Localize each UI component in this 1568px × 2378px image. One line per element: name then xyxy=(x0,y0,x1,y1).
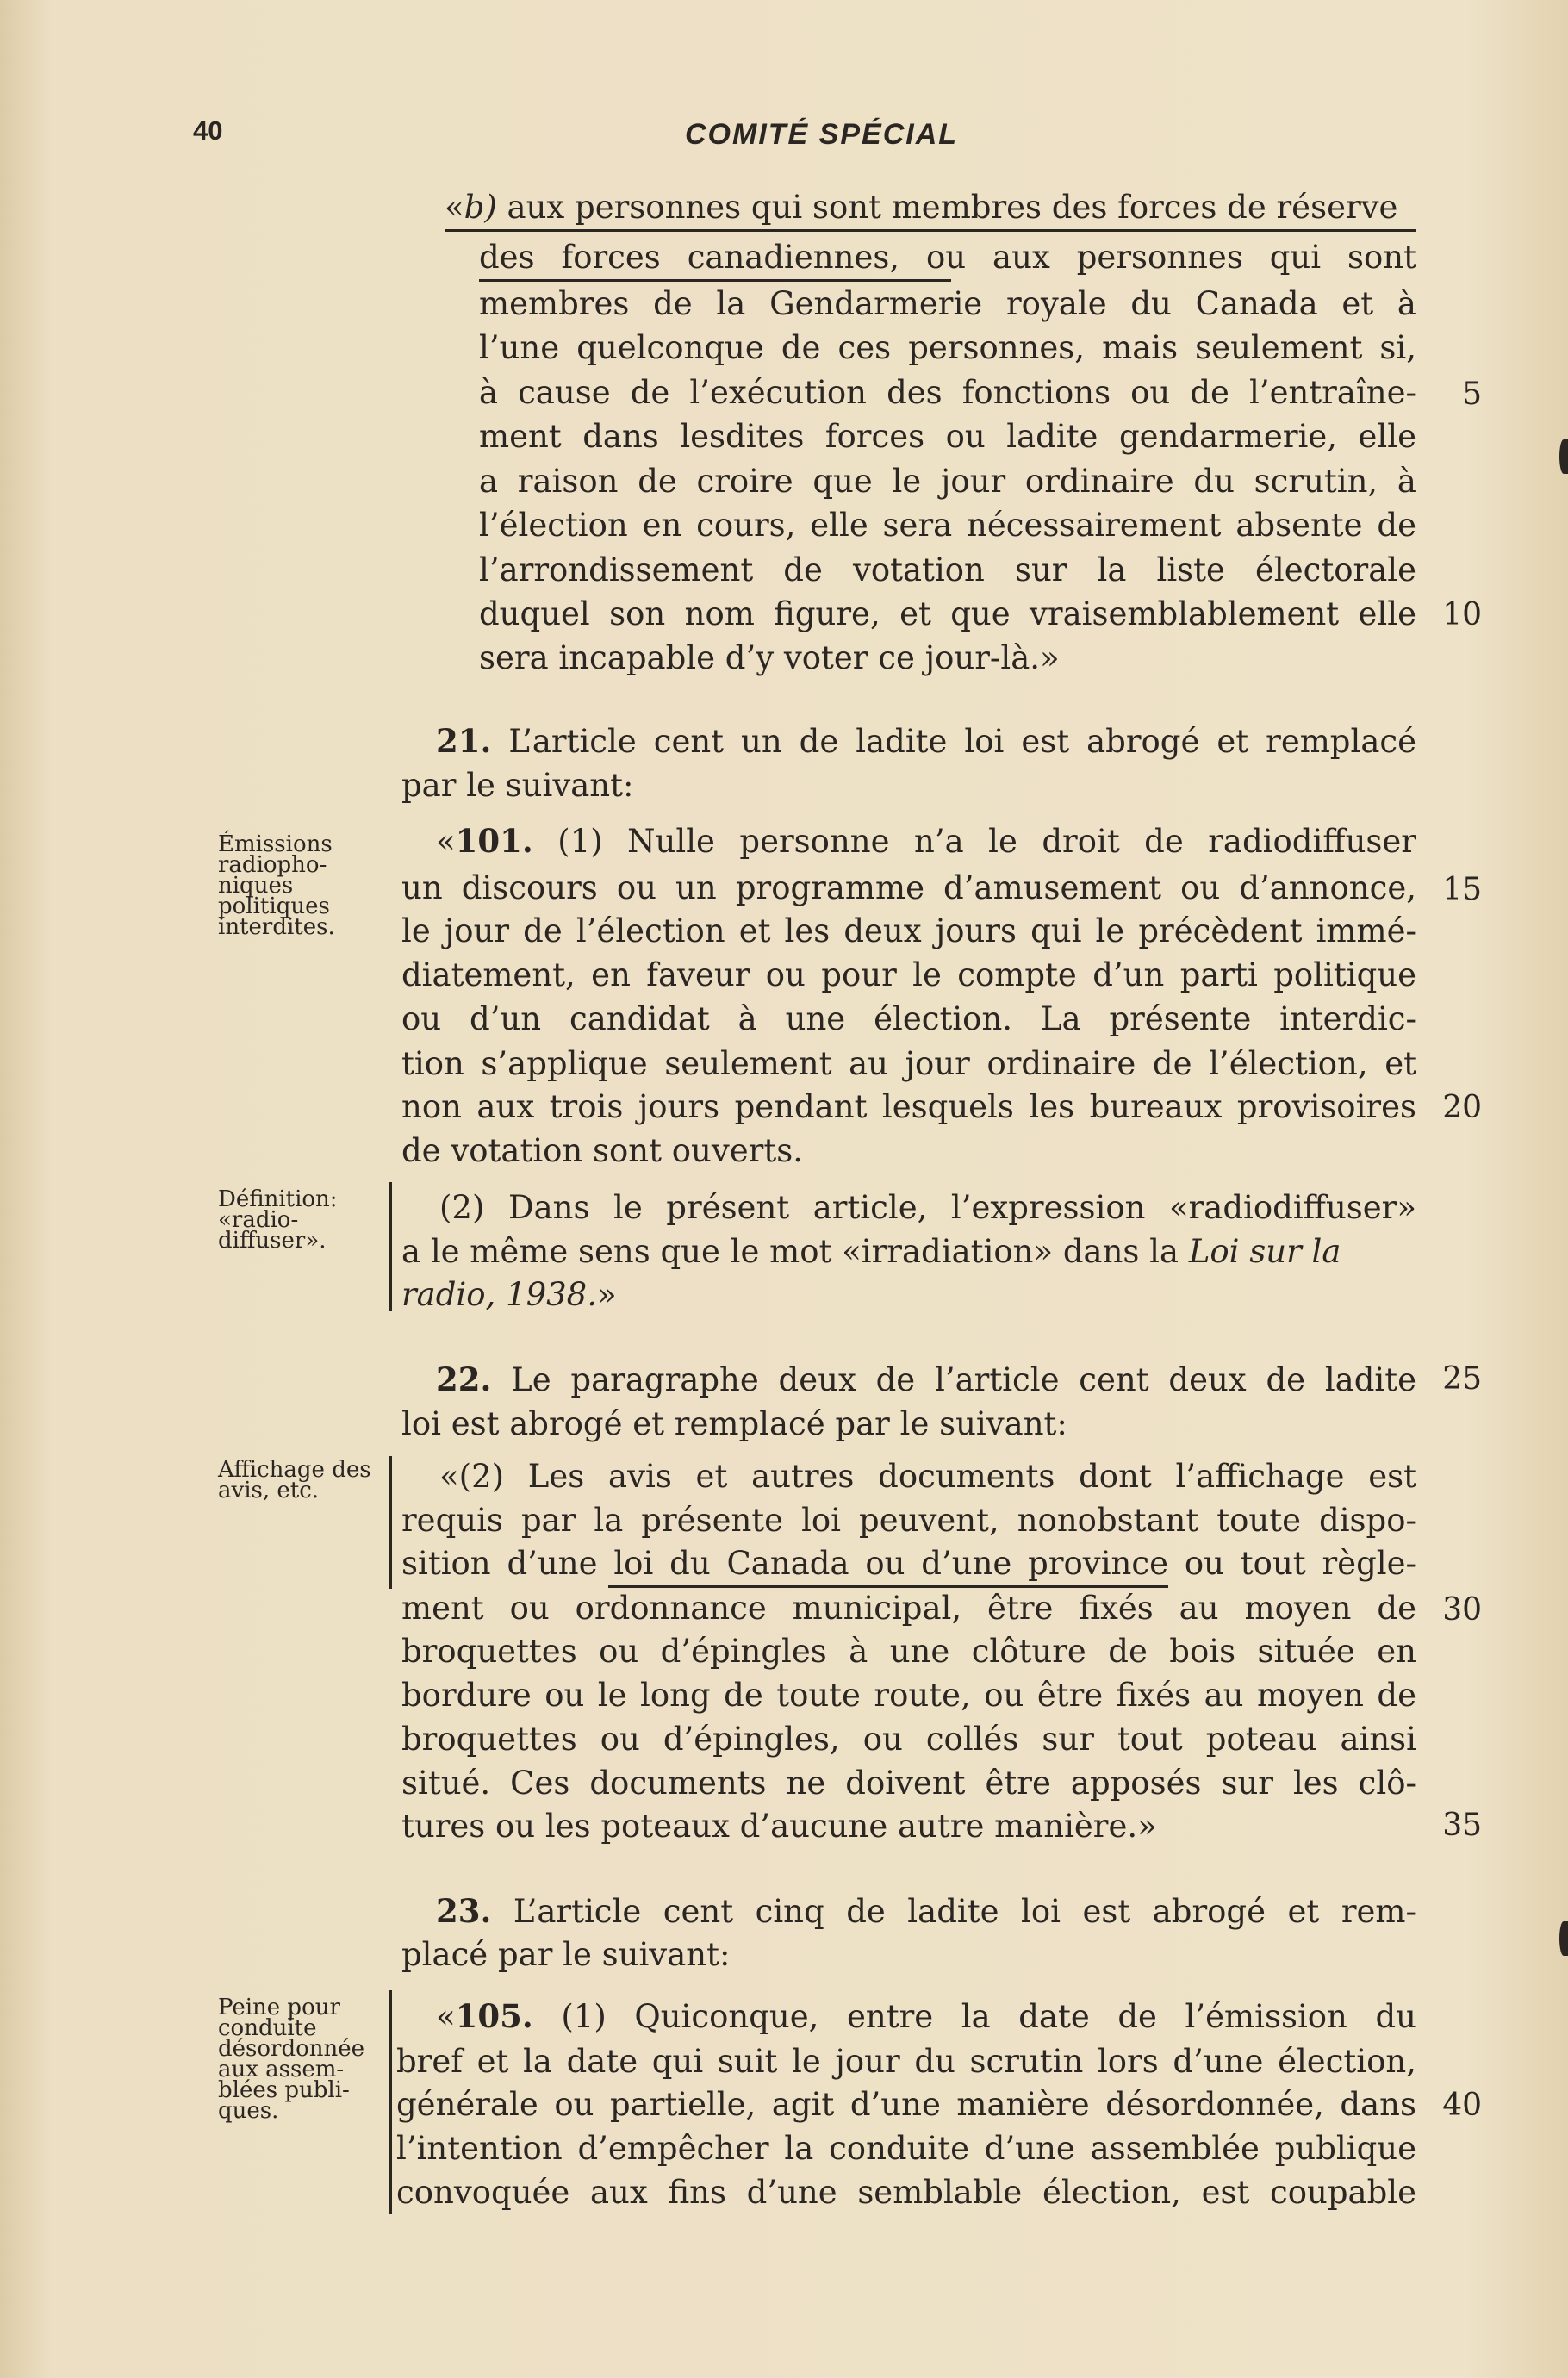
body-line: l’arrondissement de votation sur la liste électorale xyxy=(479,551,1416,588)
underline-rule xyxy=(479,279,951,282)
body-line: duquel son nom figure, et que vraisemblablement elle xyxy=(479,595,1416,632)
line-number: 25 xyxy=(1442,1361,1482,1397)
body-line: l’élection en cours, elle sera nécessairement absente de xyxy=(479,507,1416,544)
line-number: 15 xyxy=(1442,872,1482,907)
body-line: tion s’applique seulement au jour ordinaire de l’élection, et xyxy=(401,1045,1416,1082)
body-line: de votation sont ouverts. xyxy=(401,1132,803,1169)
section-22-heading: 22. Le paragraphe deux de l’article cent deux de ladite xyxy=(436,1360,1416,1398)
body-line: ou d’un candidat à une élection. La présente interdic- xyxy=(401,1000,1416,1037)
body-line: radio, 1938.» xyxy=(401,1276,617,1313)
body-line: non aux trois jours pendant lesquels les bureaux provisoires xyxy=(401,1088,1416,1125)
page-title: COMITÉ SPÉCIAL xyxy=(685,118,959,151)
line-number: 40 xyxy=(1442,2088,1482,2123)
body-line: (2) Dans le présent article, l’expression «radiodiffuser» xyxy=(439,1189,1416,1226)
margin-note-emissions: Émissions radiopho- niques politiques interdites. xyxy=(218,831,335,940)
scan-edge-mark xyxy=(1559,439,1568,474)
section-105-heading: «105. (1) Quiconque, entre la date de l’émission du xyxy=(436,1997,1416,2035)
line-number: 35 xyxy=(1442,1808,1482,1843)
body-line: a raison de croire que le jour ordinaire du scrutin, à xyxy=(479,463,1416,500)
body-line: bordure ou le long de toute route, ou être fixés au moyen de xyxy=(401,1677,1416,1714)
body-line: l’intention d’empêcher la conduite d’une assemblée publique xyxy=(396,2130,1416,2167)
body-line: des forces canadiennes, ou aux personnes qui sont xyxy=(479,239,1416,276)
section-21-heading: 21. L’article cent un de ladite loi est abrogé et remplacé xyxy=(436,722,1416,760)
body-line: convoquée aux fins d’une semblable élection, est coupable xyxy=(396,2174,1416,2211)
body-line: sition d’une loi du Canada ou d’une province ou tout règle- xyxy=(401,1545,1416,1582)
line-number: 20 xyxy=(1442,1090,1482,1125)
body-line: sera incapable d’y voter ce jour-là.» xyxy=(479,639,1060,676)
body-line: générale ou partielle, agit d’une manière désordonnée, dans xyxy=(396,2086,1416,2123)
body-line: membres de la Gendarmerie royale du Canada et à xyxy=(479,285,1416,322)
margin-bar xyxy=(389,1182,392,1311)
body-line: «b) aux personnes qui sont membres des forces de réserve xyxy=(445,189,1398,226)
margin-bar xyxy=(389,1456,392,1589)
margin-bar xyxy=(389,1990,392,2214)
body-line: loi est abrogé et remplacé par le suivant: xyxy=(401,1405,1067,1442)
body-line: broquettes ou d’épingles à une clôture de bois située en xyxy=(401,1633,1416,1670)
body-line: broquettes ou d’épingles, ou collés sur tout poteau ainsi xyxy=(401,1721,1416,1758)
margin-note-peine: Peine pour conduite désordonnée aux assem- blées publi- ques. xyxy=(218,1995,365,2124)
body-line: ment dans lesdites forces ou ladite gendarmerie, elle xyxy=(479,418,1416,455)
section-23-heading: 23. L’article cent cinq de ladite loi est abrogé et rem- xyxy=(436,1892,1416,1930)
page-number: 40 xyxy=(193,115,223,146)
body-line: requis par la présente loi peuvent, nonobstant toute dispo- xyxy=(401,1502,1416,1539)
body-line: tures ou les poteaux d’aucune autre manière.» xyxy=(401,1808,1157,1845)
body-line: «(2) Les avis et autres documents dont l’affichage est xyxy=(439,1458,1416,1495)
body-line: un discours ou un programme d’amusement ou d’annonce, xyxy=(401,869,1416,906)
section-101-heading: «101. (1) Nulle personne n’a le droit de radiodiffuser xyxy=(436,822,1416,860)
body-line: ment ou ordonnance municipal, être fixés au moyen de xyxy=(401,1590,1416,1627)
body-line: placé par le suivant: xyxy=(401,1936,731,1973)
body-line: situé. Ces documents ne doivent être apposés sur les clô- xyxy=(401,1765,1416,1802)
underline-rule xyxy=(445,229,1416,232)
body-line: bref et la date qui suit le jour du scrutin lors d’une élection, xyxy=(396,2043,1416,2080)
line-number: 5 xyxy=(1462,377,1482,412)
body-line: a le même sens que le mot «irradiation» dans la Loi sur la xyxy=(401,1233,1341,1270)
body-line: diatement, en faveur ou pour le compte d’un parti politique xyxy=(401,956,1416,993)
body-line: par le suivant: xyxy=(401,767,634,804)
underline-rule xyxy=(608,1585,1168,1588)
margin-note-definition: Définition: «radio- diffuser». xyxy=(218,1186,338,1254)
body-line: le jour de l’élection et les deux jours qui le précèdent immé- xyxy=(401,912,1416,949)
scan-edge-mark xyxy=(1559,1921,1568,1956)
margin-note-affichage: Affichage des avis, etc. xyxy=(218,1457,371,1503)
line-number: 30 xyxy=(1442,1592,1482,1628)
line-number: 10 xyxy=(1442,597,1482,632)
body-line: l’une quelconque de ces personnes, mais seulement si, xyxy=(479,329,1416,366)
body-line: à cause de l’exécution des fonctions ou de l’entraîne- xyxy=(479,374,1416,411)
